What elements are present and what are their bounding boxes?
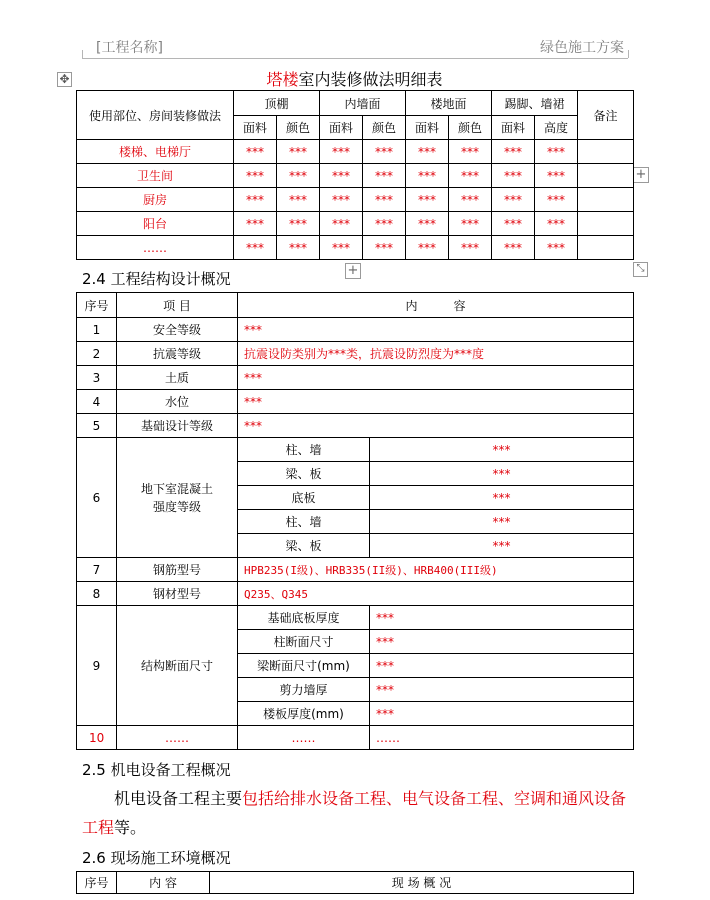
note-cell — [578, 164, 634, 188]
table-cell: *** — [234, 164, 277, 188]
sub-label: 基础底板厚度 — [238, 606, 370, 630]
table-row — [77, 414, 634, 438]
sub-label: 底板 — [238, 486, 370, 510]
table-cell: *** — [363, 212, 406, 236]
table-cell: *** — [320, 188, 363, 212]
table-cell: *** — [449, 212, 492, 236]
table-cell: *** — [449, 164, 492, 188]
table-cell: *** — [277, 236, 320, 260]
table-cell: *** — [535, 140, 578, 164]
table-cell: *** — [406, 140, 449, 164]
table-cell: *** — [234, 236, 277, 260]
row-item: 抗震等级 — [117, 342, 238, 366]
mep-paragraph: 机电设备工程主要包括给排水设备工程、电气设备工程、空调和通风设备工程等。 — [82, 789, 627, 837]
row-value: *** — [238, 390, 634, 414]
subheader-cell: 高度 — [535, 116, 578, 140]
decoration-detail-table — [76, 90, 634, 260]
site-environment-table — [76, 871, 634, 894]
subheader-cell: 面料 — [320, 116, 363, 140]
table-cell: *** — [492, 140, 535, 164]
sub-value: *** — [370, 630, 634, 654]
sub-value: *** — [370, 654, 634, 678]
table-cell: *** — [320, 164, 363, 188]
row-value: *** — [238, 318, 634, 342]
row-value: Q235、Q345 — [238, 582, 634, 606]
table-cell: *** — [535, 164, 578, 188]
row-no: 7 — [77, 558, 117, 582]
subheader-cell: 颜色 — [277, 116, 320, 140]
header-no: 序号 — [77, 872, 117, 894]
row-item: 结构断面尺寸 — [117, 606, 238, 726]
row-no: 2 — [77, 342, 117, 366]
table-row — [77, 582, 634, 606]
row-item: 安全等级 — [117, 318, 238, 342]
room-name: 卫生间 — [77, 164, 234, 188]
table-row — [77, 188, 634, 212]
header-site-overview: 现 场 概 况 — [210, 872, 634, 894]
table-cell: *** — [535, 188, 578, 212]
table-cell: *** — [492, 236, 535, 260]
room-name: 楼梯、电梯厅 — [77, 140, 234, 164]
table-cell: *** — [234, 188, 277, 212]
sub-label: 柱断面尺寸 — [238, 630, 370, 654]
row-item: …… — [117, 726, 238, 750]
row-value: HPB235(I级)、HRB335(II级)、HRB400(III级) — [238, 558, 634, 582]
sub-label: 柱、墙 — [238, 438, 370, 462]
row-item: 钢材型号 — [117, 582, 238, 606]
sub-value: *** — [370, 702, 634, 726]
table-cell: *** — [234, 140, 277, 164]
row-no: 8 — [77, 582, 117, 606]
row-item: 土质 — [117, 366, 238, 390]
table-cell: *** — [277, 140, 320, 164]
table-cell: *** — [492, 188, 535, 212]
section-title-2-4: 2.4 工程结构设计概况 — [82, 270, 231, 288]
table-cell: *** — [449, 236, 492, 260]
add-row-icon[interactable]: + — [345, 263, 361, 279]
table-row — [77, 558, 634, 582]
row-item: 钢筋型号 — [117, 558, 238, 582]
group-header-ceiling: 顶棚 — [234, 91, 320, 116]
room-name: …… — [77, 236, 234, 260]
table-cell: *** — [492, 212, 535, 236]
header-content: 内 容 — [238, 293, 634, 318]
sub-label: 楼板厚度(mm) — [238, 702, 370, 726]
note-header: 备注 — [578, 91, 634, 140]
header-content: 内 容 — [117, 872, 210, 894]
table-row — [77, 236, 634, 260]
add-column-icon[interactable]: + — [633, 167, 649, 183]
sub-value: *** — [370, 678, 634, 702]
sub-value: *** — [370, 534, 634, 558]
sub-value: *** — [370, 606, 634, 630]
section-title-2-6: 2.6 现场施工环境概况 — [82, 849, 231, 867]
table-cell: *** — [363, 140, 406, 164]
subheader-cell: 颜色 — [449, 116, 492, 140]
table-cell: *** — [406, 236, 449, 260]
sub-label: 梁断面尺寸(mm) — [238, 654, 370, 678]
row-no: 4 — [77, 390, 117, 414]
table-row — [77, 726, 634, 750]
table-cell: *** — [277, 164, 320, 188]
table-cell: *** — [363, 164, 406, 188]
table-cell: *** — [320, 236, 363, 260]
table-row — [77, 390, 634, 414]
note-cell — [578, 212, 634, 236]
row-no: 5 — [77, 414, 117, 438]
table-cell: *** — [363, 188, 406, 212]
subheader-cell: 面料 — [492, 116, 535, 140]
table-row — [77, 318, 634, 342]
group-header-floor: 楼地面 — [406, 91, 492, 116]
margin-corner-mark — [82, 50, 83, 58]
subheader-cell: 面料 — [406, 116, 449, 140]
row-value: *** — [238, 414, 634, 438]
note-cell — [578, 236, 634, 260]
note-cell — [578, 188, 634, 212]
table-cell: *** — [320, 140, 363, 164]
table-cell: *** — [535, 236, 578, 260]
table-move-handle-icon[interactable]: ✥ — [57, 72, 72, 87]
sub-value: *** — [370, 510, 634, 534]
row-item: 地下室混凝土 强度等级 — [117, 438, 238, 558]
table-row — [77, 140, 634, 164]
note-cell — [578, 140, 634, 164]
table-resize-handle-icon[interactable]: ⤡ — [633, 262, 648, 277]
table-row — [77, 366, 634, 390]
margin-corner-mark — [628, 50, 629, 58]
header-item: 项 目 — [117, 293, 238, 318]
header-doc-title: 绿色施工方案 — [540, 40, 624, 56]
sub-value: *** — [370, 438, 634, 462]
row-no: 10 — [77, 726, 117, 750]
row-header-cell: 使用部位、房间装修做法 — [77, 91, 234, 140]
table-cell: *** — [320, 212, 363, 236]
table-cell: *** — [535, 212, 578, 236]
table-cell: *** — [277, 188, 320, 212]
sub-label: 剪力墙厚 — [238, 678, 370, 702]
table-cell: *** — [449, 188, 492, 212]
table-row — [77, 606, 634, 630]
header-rule — [82, 58, 628, 59]
table-cell: *** — [406, 212, 449, 236]
section-title-2-5: 2.5 机电设备工程概况 — [82, 761, 231, 779]
sub-value: *** — [370, 486, 634, 510]
sub-label: …… — [238, 726, 370, 750]
room-name: 阳台 — [77, 212, 234, 236]
row-item: 基础设计等级 — [117, 414, 238, 438]
table-cell: *** — [406, 188, 449, 212]
row-value: *** — [238, 366, 634, 390]
row-item: 水位 — [117, 390, 238, 414]
group-header-skirting: 踢脚、墙裙 — [492, 91, 578, 116]
header-no: 序号 — [77, 293, 117, 318]
table-cell: *** — [449, 140, 492, 164]
table-cell: *** — [492, 164, 535, 188]
structure-design-table — [76, 292, 634, 750]
sub-label: 梁、板 — [238, 534, 370, 558]
table-cell: *** — [234, 212, 277, 236]
header-project-name: [工程名称] — [96, 40, 163, 56]
table-cell: *** — [406, 164, 449, 188]
row-no: 6 — [77, 438, 117, 558]
row-no: 9 — [77, 606, 117, 726]
table-row — [77, 164, 634, 188]
room-name: 厨房 — [77, 188, 234, 212]
sub-value: …… — [370, 726, 634, 750]
table-row — [77, 212, 634, 236]
subheader-cell: 颜色 — [363, 116, 406, 140]
table-cell: *** — [277, 212, 320, 236]
table-cell: *** — [363, 236, 406, 260]
group-header-inner-wall: 内墙面 — [320, 91, 406, 116]
row-no: 1 — [77, 318, 117, 342]
table-row — [77, 438, 634, 462]
table1-title: 塔楼室内装修做法明细表 — [266, 70, 443, 89]
table-row — [77, 342, 634, 366]
row-no: 3 — [77, 366, 117, 390]
sub-value: *** — [370, 462, 634, 486]
row-value: 抗震设防类别为***类，抗震设防烈度为***度 — [238, 342, 634, 366]
sub-label: 柱、墙 — [238, 510, 370, 534]
sub-label: 梁、板 — [238, 462, 370, 486]
subheader-cell: 面料 — [234, 116, 277, 140]
